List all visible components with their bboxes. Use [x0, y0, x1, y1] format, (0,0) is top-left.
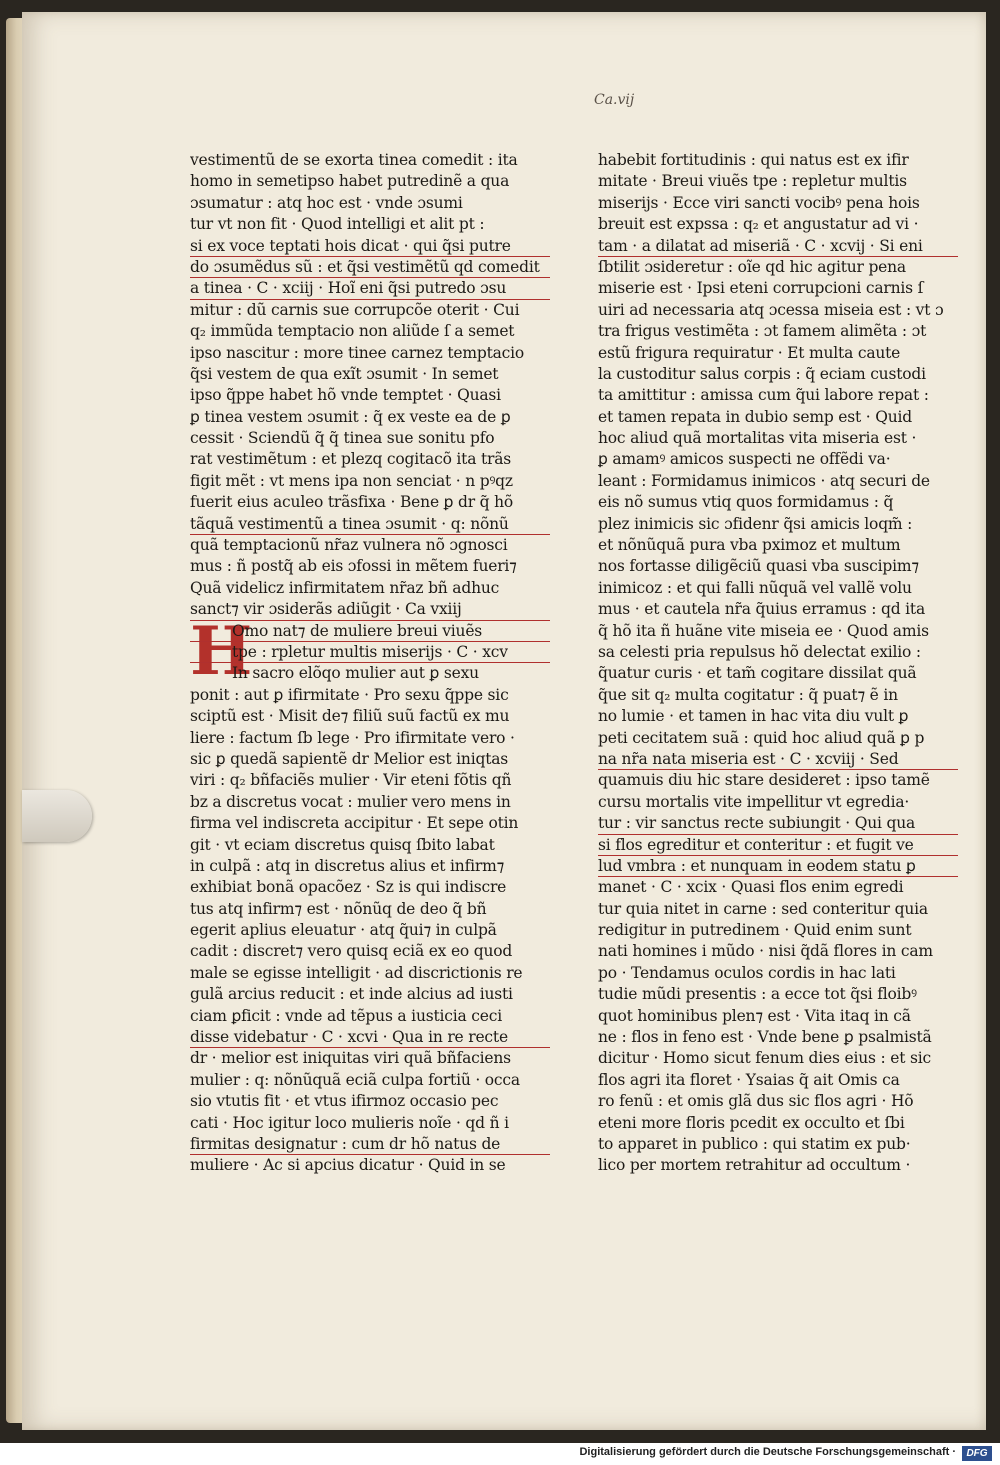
right-column-line: inimicoz : et qui falli nũquã vel vallẽ volu	[598, 578, 912, 597]
left-column-line: liere : factum ſb lege · Pro ifirmitate vero ·	[190, 728, 515, 747]
right-column-line: cursu mortalis vite impellitur vt egredia·	[598, 792, 910, 811]
left-text-column	[190, 150, 550, 1177]
left-column-line: tãquã vestimentũ a tinea ɔsumit · q: nõnũ	[190, 514, 550, 535]
right-column-line: breuit est expssa : q₂ et angustatur ad vi ·	[598, 215, 919, 234]
right-column-line: ſbtilit ɔsideretur : oĩe qd hic agitur pena	[598, 257, 906, 276]
right-column-line: quamuis diu hic stare desideret : ipso tamẽ	[598, 771, 930, 790]
left-column-line: ɔsumatur : atq hoc est · vnde ɔsumi	[190, 193, 463, 212]
left-column-line: sic ꝑ quedã sapientẽ dr Melior est iniqtas	[190, 749, 509, 768]
right-column-line: eis nõ sumus vtiq quos formidamus : q̃	[598, 493, 894, 512]
right-column-line: et nõnũquã pura vba pximoz et multum	[598, 536, 901, 555]
left-column-line: git · vt eciam discretus quisq ſbito labat	[190, 835, 495, 854]
footer-credit: Digitalisierung gefördert durch die Deutsche Forschungsgemeinschaft ·	[579, 1446, 956, 1458]
left-column-line: ponit : aut ꝑ ifirmitate · Pro sexu q̃ppe sic	[190, 685, 509, 704]
right-column-line: et tamen repata in dubio semp est · Quid	[598, 407, 913, 426]
right-column-line: nos fortasse diligẽciũ quasi vba suscipim⁊	[598, 557, 919, 576]
left-column-line: cati · Hoc igitur loco mulieris noĩe · qd ñ i	[190, 1113, 509, 1132]
right-column-line: no lumie · et tamen in hac vita diu vult ꝑ	[598, 707, 909, 726]
right-column-line: quot hominibus plen⁊ est · Vita itaq in cã	[598, 1006, 911, 1025]
dfg-logo-icon: DFG	[962, 1446, 992, 1461]
page-clip	[22, 790, 92, 842]
right-column-line: ro fenũ : et omis glã dus sic flos agri · Hõ	[598, 1092, 914, 1111]
left-column-line: mulier : q: nõnũquã eciã culpa fortiũ · occa	[190, 1070, 520, 1089]
left-column-line: disse videbatur · C · xcvi · Qua in re recte	[190, 1027, 550, 1048]
right-column-line: miserijs · Ecce viri sancti vocibꝰ pena hois	[598, 193, 920, 212]
right-column-line: habebit fortitudinis : qui natus est ex ifir	[598, 151, 909, 169]
left-column-line: cadit : discret⁊ vero quisq eciã ex eo quod	[190, 942, 513, 961]
left-column-line: fuerit eius aculeo trãsfixa · Bene ꝑ dr q̃ hõ	[190, 493, 514, 512]
page-header-mark: Ca.vij	[594, 92, 635, 108]
left-column-line: q₂ immũda temptacio non aliũde ſ a semet	[190, 322, 515, 341]
right-column-line: tra frigus vestimẽta : ɔt famem alimẽta : ɔt	[598, 322, 927, 341]
footer-bar	[0, 1443, 1000, 1465]
left-column-line: homo in semetipso habet putredinẽ a qua	[190, 172, 510, 191]
left-column-line: egerit aplius eleuatur · atq q̃ui⁊ in culpã	[190, 921, 497, 940]
right-column-line: q̃ hõ ita ñ huãne vite miseia ee · Quod amis	[598, 621, 929, 640]
left-column-line: mitur : dũ carnis sue corrupcõe oterit · Cui	[190, 300, 520, 319]
left-column-line: muliere · Ac si apcius dicatur · Quid in se	[190, 1156, 506, 1175]
left-column-line: q̃si vestem de qua exĩt ɔsumit · In semet	[190, 364, 499, 383]
left-column-line: bz a discretus vocat : mulier vero mens in	[190, 792, 511, 811]
right-column-line: lico per mortem retrahitur ad occultum ·	[598, 1156, 911, 1175]
left-column-line: in culpã : atq in discretus alius et infirm⁊	[190, 856, 505, 875]
left-column-line: si ex voce teptati hois dicat · qui q̃si putre	[190, 236, 550, 257]
left-column-line: rat vestimẽtum : et plezq cogitacõ ita trãs	[190, 450, 512, 469]
left-column-line: firmitas designatur : cum dr hõ natus de	[190, 1134, 550, 1155]
left-column-line: tpe : rpletur multis miserijs · C · xcv	[190, 642, 550, 663]
right-column-line: sa celesti pria repulsus hõ delectat exilio :	[598, 642, 921, 661]
left-column-line: In sacro elõqo mulier aut ꝑ sexu	[232, 664, 479, 683]
left-column-line: exhibiat bonã opacõez · Sz is qui indiscre	[190, 878, 507, 897]
right-column-line: la custoditur salus corpis : q̃ eciam custodi	[598, 364, 926, 383]
left-column-line: male se egisse intelligit · ad discrictionis re	[190, 963, 523, 982]
right-column-line: tur quia nitet in carne : sed conteritur quia	[598, 899, 928, 918]
left-column-line: cessit · Sciendũ q̃ q̃ tinea sue sonitu pfo	[190, 429, 495, 448]
left-column-line: tur vt non fit · Quod intelligi et alit pt :	[190, 215, 485, 234]
right-column-line: eteni more floris pcedit ex occulto et ſbi	[598, 1113, 905, 1132]
left-column-line: vestimentũ de se exorta tinea comedit : ita	[190, 151, 518, 169]
left-column-line: gulã arcius reducit : et inde alcius ad iusti	[190, 985, 513, 1004]
right-column-line: flos agri ita floret · Ysaias q̃ ait Omis ca	[598, 1070, 900, 1089]
left-column-line: tus atq infirm⁊ est · nõnũq de deo q̃ bñ	[190, 899, 487, 918]
right-column-line: ꝑ amamꝰ amicos suspecti ne offẽdi va·	[598, 450, 891, 469]
left-column-line: a tinea · C · xciij · Hoĩ eni q̃si putredo ɔsu	[190, 278, 550, 299]
right-text-column	[598, 150, 958, 1177]
left-column-line: sanct⁊ vir ɔsiderãs adiũgit · Ca vxiij	[190, 599, 550, 620]
left-column-line: ipso q̃ppe habet hõ vnde temptet · Quasi	[190, 386, 501, 405]
right-column-line: dicitur · Homo sicut fenum dies eius : et sic	[598, 1049, 931, 1068]
left-column-line: viri : q₂ bñfaciẽs mulier · Vir eteni fõtis qñ	[190, 771, 512, 790]
right-column-line: si flos egreditur et conteritur : et fugit ve	[598, 835, 958, 856]
left-column-line: do ɔsumẽdus sũ : et q̃si vestimẽtũ qd comedit	[190, 257, 550, 278]
right-column-line: tudie mũdi presentis : a ecce tot q̃si floibꝰ	[598, 985, 917, 1004]
left-column-line: sciptũ est · Misit de⁊ filiũ suũ factũ ex mu	[190, 707, 510, 726]
right-column-line: miserie est · Ipsi eteni corrupcioni carnis ſ	[598, 279, 924, 298]
right-column-line: plez inimicis sic ɔfidenr q̃si amicis loqm̃ :	[598, 514, 913, 533]
right-column-line: estũ frigura requiratur · Et multa caute	[598, 343, 901, 362]
left-column-line: sio vtutis fit · et vtus ifirmoz occasio pec	[190, 1092, 499, 1111]
right-column-line: hoc aliud quã mortalitas vita miseria est ·	[598, 429, 917, 448]
right-column-line: leant : Formidamus inimicos · atq securi de	[598, 471, 930, 490]
left-column-line: quã temptacionũ nr̃az vulnera nõ ɔgnosci	[190, 536, 508, 555]
right-column-line: tur : vir sanctus recte subiungit · Qui qua	[598, 813, 958, 834]
left-column-line: ciam ꝑficit : vnde ad tẽpus a iusticia ceci	[190, 1006, 502, 1025]
right-column-line: nati homines i mũdo · nisi q̃dã flores in cam	[598, 942, 933, 961]
right-column-line: mitate · Breui viuẽs tpe : repletur multis	[598, 172, 907, 191]
right-column-line: na nr̃a nata miseria est · C · xcviij · Sed	[598, 749, 958, 770]
right-column-line: lud vmbra : et nunquam in eodem statu ꝑ	[598, 856, 958, 877]
left-column-line: figit mẽt : vt mens ipa non senciat · n pꝰqz	[190, 471, 513, 490]
right-column-line: tam · a dilatat ad miseriã · C · xcvij · Si eni	[598, 236, 958, 257]
left-column-line: ipso nascitur : more tinee carnez temptacio	[190, 343, 525, 362]
left-column-line: mus : ñ postq̃ ab eis ɔfossi in mẽtem fueri⁊	[190, 557, 517, 576]
right-column-line: ta amittitur : amissa cum q̃ui labore repat :	[598, 386, 929, 405]
left-column-line: Quã videlicz infirmitatem nr̃az bñ adhuc	[190, 578, 500, 597]
right-column-line: manet · C · xcix · Quasi flos enim egredi	[598, 878, 904, 897]
right-column-line: ne : flos in feno est · Vnde bene ꝑ psalmistã	[598, 1028, 932, 1047]
left-column-line: dr · melior est iniquitas viri quã bñfaciens	[190, 1049, 511, 1068]
left-column-line: ꝑ tinea vestem ɔsumit : q̃ ex veste ea de ꝑ	[190, 407, 511, 426]
left-column-line: Omo nat⁊ de muliere breui viuẽs	[190, 621, 550, 642]
right-column-line: mus · et cautela nr̃a q̃uius erramus : qd ita	[598, 600, 926, 619]
red-initial-letter: H	[190, 612, 253, 690]
right-column-line: redigitur in putredinem · Quid enim sunt	[598, 921, 912, 940]
right-column-line: peti cecitatem suã : quid hoc aliud quã ꝑ p	[598, 728, 925, 747]
right-column-line: q̃uatur curis · et tam̃ cogitare dissilat quã	[598, 664, 917, 683]
right-column-line: to apparet in publico : qui statim ex pub·	[598, 1134, 911, 1153]
right-column-line: q̃ue sit q₂ multa cogitatur : q̃ puat⁊ ẽ in	[598, 685, 898, 704]
left-column-line: firma vel indiscreta accipitur · Et sepe otin	[190, 814, 519, 833]
right-column-line: po · Tendamus oculos cordis in hac lati	[598, 963, 896, 982]
right-column-line: uiri ad necessaria atq ɔcessa miseia est : vt ɔ	[598, 300, 944, 319]
